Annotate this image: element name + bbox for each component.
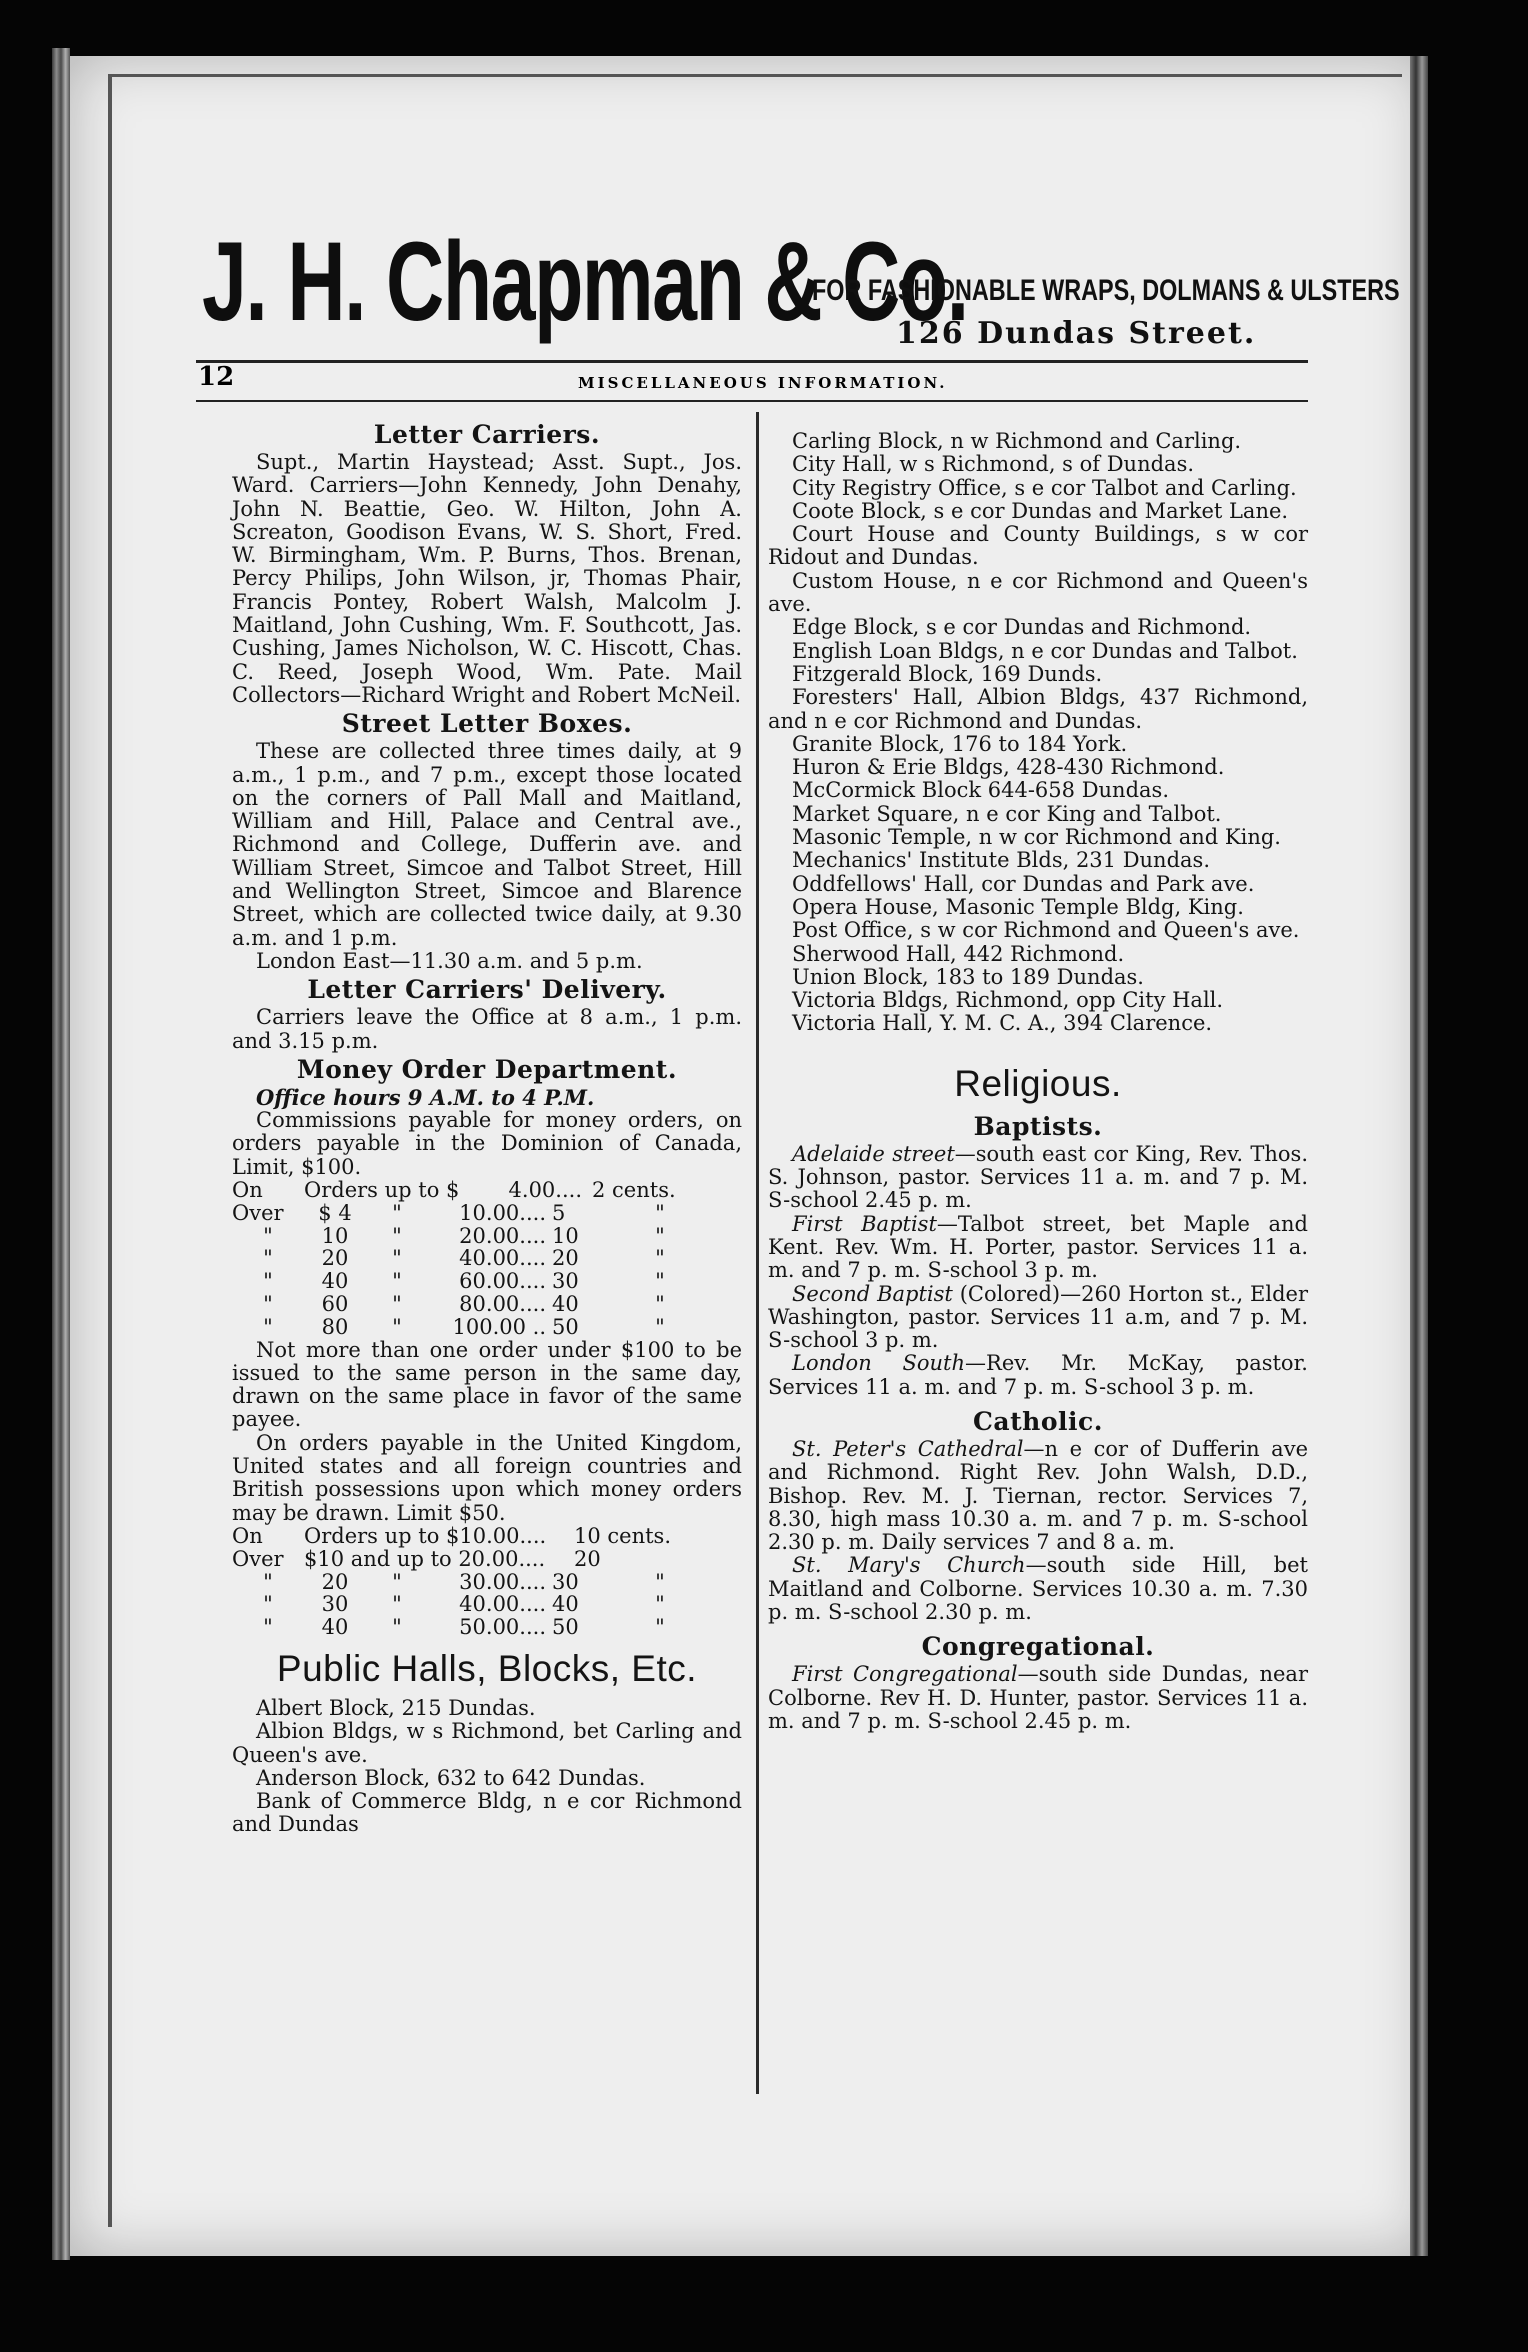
rate-upto: 10.00.... [459,1200,546,1225]
left-column [232,418,742,1837]
halls-list [768,430,1308,1036]
rate-upto: 40.00.... [459,1592,546,1617]
right-column [768,430,1308,1733]
page-stack-edge [52,48,70,2260]
commissions-text: Commissions payable for money orders, on orders payable in the Dominion of Canada, Limit, $100. [232,1108,742,1179]
rate-from: $ 4 [318,1200,352,1225]
page-right-edge [1410,56,1428,2256]
rate-range: Orders up to $10.00.... [304,1523,547,1548]
church-entry [768,1438,1308,1554]
public-halls-heading: Public Halls, Blocks, Etc. [276,1647,698,1689]
church-details: —Rev. Mr. McKay, pastor. Services 11 a. m. and 7 p. m. S-school 3 p. m. [768,1351,1308,1399]
rate-fee: 30 [552,1569,579,1594]
church-name: Second Baptist [792,1281,953,1306]
rate-from: 20 [321,1569,349,1594]
table-row [232,1247,742,1270]
list-item: Edge Block, s e cor Dundas and Richmond. [792,615,1252,640]
rate-from: 10 [321,1223,349,1248]
money-order-heading: Money Order Department. [296,1054,678,1084]
list-item: Albion Bldgs, w s Richmond, bet Carling and Queen's ave. [232,1719,742,1767]
rate-fee: 10 [552,1223,579,1248]
list-item: Carling Block, n w Richmond and Carling. [792,429,1242,453]
rate-upto: 80.00.... [459,1292,546,1316]
list-item: Masonic Temple, n w cor Richmond and King. [792,825,1281,850]
advertiser-slogan: FOR FASHIONABLE WRAPS, DOLMANS & ULSTERS [812,274,1400,307]
ditto-mark: " [655,1314,665,1339]
table-row [232,1202,742,1225]
rate-fee: 20 [552,1246,579,1271]
list-item: Victoria Bldgs, Richmond, opp City Hall. [792,988,1224,1013]
advertiser-address: 126 Dundas Street. [896,316,1257,351]
rate-prefix: On [232,1523,263,1548]
ditto-mark: " [263,1314,273,1339]
letter-carriers-text: Supt., Martin Haystead; Asst. Supt., Jos. Ward. Carriers—John Kennedy, John Denahy, John N. Beattie, Geo. W. Hilton, John A. Screaton, Goodison Evans, W. S. Short, Fred. W. Birmingham, Wm. P. Burns, Thos. Brenan, Percy Philips, John Wilson, jr, Thomas Phair, Francis Pontey, Robert Walsh, Malcolm J. Maitland, John Cushing, Wm. F. Southcott, Jas. Cushing, James Nicholson, W. C. Hiscott, Chas. C. Reed, Joseph Wood, Wm. Pate. Mail Collectors—Richard Wright and Robert McNeil. [232,450,742,707]
ditto-mark: " [392,1223,402,1248]
street-boxes-heading: Street Letter Boxes. [341,709,633,739]
ditto-mark: " [392,1569,402,1594]
list-item: McCormick Block 644-658 Dundas. [792,778,1169,803]
list-item: Bank of Commerce Bldg, n e cor Richmond and Dundas [232,1789,742,1837]
rate-fee: 10 cents. [574,1523,672,1548]
ditto-mark: " [263,1246,273,1271]
list-item: Anderson Block, 632 to 642 Dundas. [256,1765,646,1790]
uk-note: On orders payable in the United Kingdom, United states and all foreign countries and British possessions upon which money orders may be drawn. Limit $50. [232,1430,742,1525]
list-item: Opera House, Masonic Temple Bldg, King. [792,894,1244,919]
ditto-mark: " [655,1615,665,1640]
church-details: —Talbot street, bet Maple and Kent. Rev. Wm. H. Porter, pastor. Services 11 a. m. and 7 p. m. S-school 3 p. m. [768,1211,1308,1283]
church-name: Adelaide street [792,1141,955,1166]
ditto-mark: " [263,1223,273,1248]
letter-carriers-heading: Letter Carriers. [373,420,601,449]
running-head: MISCELLANEOUS INFORMATION. [578,374,948,392]
ditto-mark: " [392,1615,402,1640]
rate-fee: 20 [574,1546,601,1571]
ditto-mark: " [655,1292,665,1316]
ditto-mark: " [392,1246,402,1271]
congregational-heading: Congregational. [921,1632,1155,1662]
rate-from: 40 [321,1615,349,1640]
table-row [232,1293,742,1316]
list-item: English Loan Bldgs, n e cor Dundas and Talbot. [792,638,1298,663]
uk-rate-table [232,1525,742,1639]
church-details: —south east cor King, Rev. Thos. S. Johnson, pastor. Services 11 a. m. and 7 p. M. S-school 2.45 p. m. [768,1141,1308,1213]
rate-fee: 30 [552,1269,579,1294]
church-entry [768,1283,1308,1353]
header-rule-lower [196,400,1308,402]
money-order-hours: Office hours 9 A.M. to 4 P.M. [256,1084,595,1110]
ditto-mark: " [392,1200,402,1225]
ditto-mark: " [655,1200,665,1225]
list-item: Oddfellows' Hall, cor Dundas and Park ave. [792,871,1255,896]
church-entry [768,1213,1308,1283]
street-boxes-text: These are collected three times daily, at 9 a.m., 1 p.m., and 7 p.m., except those located on the corners of Pall Mall and Maitland, William and Hill, Palace and Central ave., Richmond and College, Dufferin ave. and William Street, Simcoe and Talbot Street, Hill and Wellington Street, Simcoe and Blarence Street, which are collected twice daily, at 9.30 a.m. and 1 p.m. [232,739,742,950]
rate-upto: 40.00.... [459,1246,546,1271]
advertiser-name: J. H. Chapman & Co. [202,219,968,344]
ditto-mark: " [263,1569,273,1594]
ditto-mark: " [655,1246,665,1271]
church-details: (Colored)—260 Horton st., Elder Washington, pastor. Services 11 a.m, and 7 p. M. S-school 3 p. m. [768,1281,1308,1353]
rate-upto: 100.00 .. [452,1314,546,1339]
list-item: Union Block, 183 to 189 Dundas. [792,964,1144,989]
page-number: 12 [198,362,235,392]
header-rule [196,360,1308,363]
delivery-text: Carriers leave the Office at 8 a.m., 1 p.m. and 3.15 p.m. [232,1005,742,1053]
baptists-heading: Baptists. [973,1111,1103,1141]
delivery-heading: Letter Carriers' Delivery. [307,975,667,1005]
church-entry [768,1143,1308,1213]
ditto-mark: " [263,1292,273,1316]
list-item: Court House and County Buildings, s w cor Ridout and Dundas. [768,522,1308,570]
list-item: Market Square, n e cor King and Talbot. [792,801,1222,826]
table-row [232,1225,742,1248]
table-row [232,1593,742,1616]
rate-fee: 40 [552,1592,579,1617]
list-item: Albert Block, 215 Dundas. [256,1695,536,1720]
ditto-mark: " [263,1592,273,1617]
religious-heading: Religious. [954,1062,1122,1104]
rate-from: 60 [321,1292,349,1316]
list-item: Fitzgerald Block, 169 Dunds. [792,661,1103,686]
table-row [232,1316,742,1339]
ditto-mark: " [263,1269,273,1294]
table-row [232,1525,742,1548]
table-row [232,1616,742,1639]
church-details: —south side Dundas, near Colborne. Rev H. D. Hunter, pastor. Services 11 a. m. and 7 p. m. S-school 2.45 p. m. [768,1662,1308,1733]
table-row [232,1571,742,1594]
ditto-mark: " [655,1223,665,1248]
list-item: Post Office, s w cor Richmond and Queen's ave. [792,918,1300,943]
list-item: Coote Block, s e cor Dundas and Market Lane. [792,498,1289,523]
ditto-mark: " [655,1269,665,1294]
rate-upto: 60.00.... [459,1269,546,1294]
church-details: —n e cor of Dufferin ave and Richmond. Right Rev. John Walsh, D.D., Bishop. Rev. M. J. Tiernan, rector. Services 7, 8.30, high mass 10.30 a. m. and 7 p. m. S-school 2.30 p. m. Daily services 7 and 8 a. m. [768,1436,1308,1555]
rate-prefix: Over [232,1200,284,1225]
rate-fee: 50 [552,1314,579,1339]
ditto-mark: " [392,1292,402,1316]
list-item: Victoria Hall, Y. M. C. A., 394 Clarence. [792,1011,1213,1036]
church-name: St. Peter's Cathedral [792,1436,1024,1461]
church-details: —south side Hill, bet Maitland and Colborne. Services 10.30 a. m. 7.30 p. m. S-school 2.30 p. m. [768,1553,1308,1625]
church-name: First Baptist [792,1211,937,1236]
rate-fee: 2 cents. [592,1178,676,1203]
ditto-mark: " [392,1314,402,1339]
table-row [232,1548,742,1571]
list-item: City Hall, w s Richmond, s of Dundas. [792,452,1195,477]
column-divider [756,412,759,2094]
list-item: Huron & Erie Bldgs, 428-430 Richmond. [792,755,1225,780]
rate-fee: 40 [552,1292,579,1316]
london-east-text: London East—11.30 a.m. and 5 p.m. [256,948,643,973]
ditto-mark: " [263,1615,273,1640]
rate-upto: 50.00.... [459,1615,546,1640]
ditto-mark: " [392,1592,402,1617]
rate-from: 30 [321,1592,349,1617]
rate-prefix: On [232,1178,263,1203]
church-entry [768,1352,1308,1399]
ditto-mark: " [655,1569,665,1594]
rate-from: 40 [321,1269,349,1294]
catholic-heading: Catholic. [973,1406,1103,1436]
rate-prefix: Over [232,1546,284,1571]
rate-fee: 5 [552,1200,566,1225]
rate-from: 20 [321,1246,349,1271]
list-item: Mechanics' Institute Blds, 231 Dundas. [792,848,1211,873]
church-entry [768,1554,1308,1624]
church-name: St. Mary's Church [792,1553,1026,1578]
rate-from: 80 [321,1314,349,1339]
canada-rate-table [232,1179,742,1339]
rate-range: $10 and up to 20.00.... [304,1546,546,1571]
ditto-mark: " [655,1592,665,1617]
church-entry [768,1663,1308,1733]
list-item: City Registry Office, s e cor Talbot and Carling. [792,475,1297,500]
church-name: London South [792,1351,966,1376]
rate-from: Orders up to $ [304,1178,460,1203]
table-row [232,1270,742,1293]
list-item: Custom House, n e cor Richmond and Queen's ave. [768,568,1308,617]
rate-upto: 4.00.... [508,1178,582,1203]
ditto-mark: " [392,1269,402,1294]
rate-upto: 30.00.... [459,1569,546,1594]
limit-note: Not more than one order under $100 to be issued to the same person in the same day, drawn on the same place in favor of the same payee. [232,1337,742,1432]
list-item: Foresters' Hall, Albion Bldgs, 437 Richmond, and n e cor Richmond and Dundas. [768,685,1308,733]
rate-upto: 20.00.... [459,1223,546,1248]
church-name: First Congregational [792,1662,1018,1687]
list-item: Granite Block, 176 to 184 York. [792,731,1128,756]
rate-fee: 50 [552,1615,579,1640]
list-item: Sherwood Hall, 442 Richmond. [792,941,1125,966]
table-row [232,1179,742,1202]
